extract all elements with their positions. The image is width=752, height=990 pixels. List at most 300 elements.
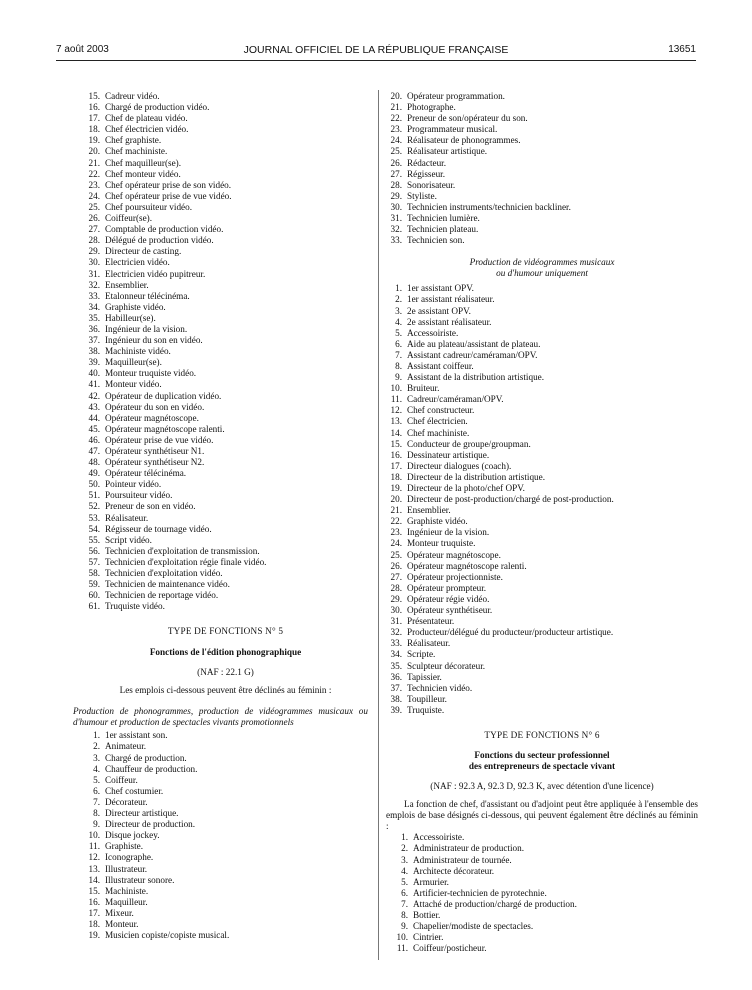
list-item bbox=[83, 535, 368, 546]
item-number: 34. bbox=[390, 649, 402, 660]
list-item bbox=[392, 899, 698, 910]
item-number: 30. bbox=[390, 201, 402, 212]
item-number: 56. bbox=[88, 545, 100, 556]
list-item bbox=[386, 158, 698, 169]
list-item bbox=[386, 649, 698, 660]
list-item bbox=[83, 513, 368, 524]
list-item bbox=[83, 930, 368, 941]
list-item bbox=[392, 910, 698, 921]
item-text: Directeur de la photo/chef OPV. bbox=[407, 483, 525, 493]
list-item bbox=[386, 102, 698, 113]
item-text: Technicien lumière. bbox=[407, 213, 480, 224]
list-item bbox=[83, 579, 368, 590]
list-item bbox=[386, 113, 698, 124]
item-text: Opérateur prise de vue vidéo. bbox=[105, 434, 214, 445]
left-column bbox=[73, 91, 368, 941]
list-item bbox=[83, 324, 368, 335]
item-number: 8. bbox=[395, 360, 402, 371]
item-number: 21. bbox=[88, 157, 100, 168]
item-text: Coiffeur/posticheur. bbox=[413, 943, 487, 954]
list-item bbox=[386, 339, 698, 350]
item-number: 43. bbox=[88, 401, 100, 412]
item-number: 6. bbox=[93, 785, 100, 796]
item-number: 3. bbox=[93, 752, 100, 763]
item-text: Chargé de production vidéo. bbox=[105, 102, 210, 113]
item-number: 8. bbox=[401, 910, 408, 920]
list-item bbox=[83, 435, 368, 446]
item-text: Chef constructeur. bbox=[407, 405, 475, 416]
list-item bbox=[83, 146, 368, 157]
item-number: 2. bbox=[395, 294, 402, 305]
item-number: 29. bbox=[88, 246, 100, 257]
list-item bbox=[386, 135, 698, 146]
item-number: 27. bbox=[390, 571, 402, 582]
list-item bbox=[386, 616, 698, 627]
item-number: 37. bbox=[88, 335, 100, 346]
item-number: 36. bbox=[390, 671, 402, 682]
list-item bbox=[83, 490, 368, 501]
list-item bbox=[83, 391, 368, 402]
item-number: 24. bbox=[390, 135, 402, 146]
item-text: Opérateur régie vidéo. bbox=[407, 593, 490, 604]
list-item bbox=[83, 335, 368, 346]
list-item bbox=[83, 886, 368, 897]
list-item bbox=[83, 501, 368, 512]
list-item bbox=[386, 605, 698, 616]
item-text: Chapelier/modiste de spectacles. bbox=[413, 921, 534, 932]
item-text: Assistant cadreur/caméraman/OPV. bbox=[407, 349, 538, 360]
item-number: 15. bbox=[88, 91, 100, 101]
item-number: 8. bbox=[93, 808, 100, 819]
right-column bbox=[386, 91, 698, 954]
list-item bbox=[386, 394, 698, 405]
list-item bbox=[83, 224, 368, 235]
item-number: 14. bbox=[88, 874, 100, 885]
list-item bbox=[392, 866, 698, 877]
item-number: 33. bbox=[390, 235, 402, 246]
list-item bbox=[386, 428, 698, 439]
item-text: Illustrateur sonore. bbox=[105, 874, 175, 885]
item-number: 42. bbox=[88, 390, 100, 401]
videogram-subheading-line1: Production de vidéogrammes musicaux bbox=[469, 257, 615, 268]
list-item bbox=[386, 672, 698, 683]
item-number: 12. bbox=[88, 852, 100, 863]
item-text: Chef costumier. bbox=[105, 785, 164, 796]
item-text: Régisseur de tournage vidéo. bbox=[105, 523, 212, 534]
item-text: Technicien son. bbox=[407, 235, 465, 246]
item-text: Chef opérateur prise de vue vidéo. bbox=[105, 190, 232, 201]
list-item bbox=[83, 102, 368, 113]
list-item bbox=[83, 113, 368, 124]
item-text: Présentateur. bbox=[407, 616, 455, 627]
item-number: 7. bbox=[401, 898, 408, 909]
item-text: Assistant de la distribution artistique. bbox=[407, 372, 545, 383]
item-number: 23. bbox=[390, 124, 402, 135]
item-number: 45. bbox=[88, 423, 100, 434]
item-number: 4. bbox=[93, 763, 100, 774]
item-number: 23. bbox=[390, 527, 402, 538]
type5-title: TYPE DE FONCTIONS N° 5 bbox=[167, 626, 284, 637]
list-item bbox=[83, 368, 368, 379]
item-text: Preneur de son/opérateur du son. bbox=[407, 113, 528, 124]
item-text: Délégué de production vidéo. bbox=[105, 235, 214, 246]
item-number: 31. bbox=[88, 268, 100, 279]
item-text: Rédacteur. bbox=[407, 157, 447, 168]
list-item bbox=[83, 158, 368, 169]
item-number: 35. bbox=[390, 660, 402, 671]
item-number: 47. bbox=[88, 446, 100, 456]
list-item bbox=[386, 146, 698, 157]
item-number: 32. bbox=[390, 627, 402, 638]
item-text: Opérateur magnétoscope ralenti. bbox=[407, 560, 527, 571]
list-item bbox=[83, 402, 368, 413]
item-text: Technicien vidéo. bbox=[407, 682, 473, 693]
item-number: 38. bbox=[390, 693, 402, 704]
list-item bbox=[386, 439, 698, 450]
list-item bbox=[386, 91, 698, 102]
header-rule bbox=[56, 60, 696, 61]
item-text: 1er assistant réalisateur. bbox=[407, 294, 495, 305]
item-text: Opérateur de duplication vidéo. bbox=[105, 390, 222, 401]
item-number: 54. bbox=[88, 523, 100, 534]
item-number: 28. bbox=[88, 235, 100, 246]
item-text: Opérateur synthétiseur. bbox=[407, 605, 493, 616]
item-text: Conducteur de groupe/groupman. bbox=[407, 438, 531, 449]
list-item bbox=[386, 213, 698, 224]
item-number: 30. bbox=[390, 605, 402, 616]
item-number: 27. bbox=[390, 168, 402, 179]
item-number: 59. bbox=[88, 579, 100, 590]
item-text: Illustrateur. bbox=[105, 863, 148, 874]
item-text: Mixeur. bbox=[105, 907, 134, 918]
type6-intro: La fonction de chef, d'assistant ou d'adjoint peut être appliquée à l'ensemble des emplois de base désignés ci-dessous, qui peuvent également être déclinés au féminin : bbox=[386, 799, 698, 832]
type6-title: TYPE DE FONCTIONS N° 6 bbox=[484, 729, 600, 740]
list-item bbox=[386, 594, 698, 605]
list-item bbox=[386, 572, 698, 583]
item-number: 25. bbox=[88, 201, 100, 212]
item-text: 1er assistant son. bbox=[105, 730, 168, 741]
item-text: Ensemblier. bbox=[407, 505, 451, 516]
item-text: Directeur de casting. bbox=[105, 246, 182, 257]
type5-subheading: Production de phonogrammes, production de vidéogrammes musicaux ou d'humour et production de spectacles vivants promotionnels bbox=[73, 705, 368, 727]
item-number: 9. bbox=[93, 819, 100, 830]
item-number: 35. bbox=[88, 312, 100, 323]
item-number: 5. bbox=[93, 774, 100, 785]
item-number: 50. bbox=[88, 479, 100, 490]
item-text: Poursuiteur vidéo. bbox=[105, 490, 173, 501]
item-text: Coiffeur(se). bbox=[105, 213, 153, 224]
item-text: Opérateur télécinéma. bbox=[105, 468, 187, 479]
item-text: Réalisateur. bbox=[407, 638, 451, 649]
item-number: 55. bbox=[88, 534, 100, 545]
list-item bbox=[83, 819, 368, 830]
item-number: 24. bbox=[88, 190, 100, 201]
item-text: Electricien vidéo. bbox=[105, 257, 170, 268]
type6-naf: (NAF : 92.3 A, 92.3 D, 92.3 K, avec détention d'une licence) bbox=[430, 781, 654, 792]
item-text: Chef opérateur prise de son vidéo. bbox=[105, 179, 232, 190]
item-number: 32. bbox=[390, 224, 402, 235]
item-number: 1. bbox=[93, 730, 100, 741]
list-item bbox=[392, 832, 698, 843]
item-text: Chef électricien. bbox=[407, 416, 468, 427]
item-text: Artificier-technicien de pyrotechnie. bbox=[413, 887, 547, 898]
item-number: 33. bbox=[390, 638, 402, 649]
item-number: 31. bbox=[390, 213, 402, 224]
list-item bbox=[392, 943, 698, 954]
item-text: Monteur truquiste vidéo. bbox=[105, 368, 197, 379]
item-text: Opérateur prompteur. bbox=[407, 582, 487, 593]
item-number: 25. bbox=[390, 549, 402, 560]
job-list-videogram bbox=[386, 283, 698, 716]
list-item bbox=[386, 627, 698, 638]
list-item bbox=[386, 294, 698, 305]
list-item bbox=[83, 730, 368, 741]
list-item bbox=[386, 705, 698, 716]
item-text: Réalisateur. bbox=[105, 512, 149, 523]
item-number: 38. bbox=[88, 346, 100, 357]
item-text: Scripte. bbox=[407, 649, 436, 660]
list-item bbox=[386, 328, 698, 339]
list-item bbox=[386, 169, 698, 180]
item-text: Technicien instruments/technicien backliner. bbox=[407, 201, 571, 212]
item-number: 1. bbox=[395, 283, 402, 294]
item-number: 48. bbox=[88, 457, 100, 468]
list-item bbox=[83, 457, 368, 468]
item-number: 57. bbox=[88, 556, 100, 567]
item-number: 16. bbox=[88, 896, 100, 907]
videogram-subheading-line2: ou d'humour uniquement bbox=[496, 267, 588, 278]
item-text: Armurier. bbox=[413, 876, 449, 887]
item-text: Etalonneur télécinéma. bbox=[105, 290, 190, 301]
list-item bbox=[386, 350, 698, 361]
item-number: 46. bbox=[88, 434, 100, 445]
item-number: 20. bbox=[390, 91, 402, 101]
type5-intro: Les emplois ci-dessous peuvent être déclinés au féminin : bbox=[119, 684, 332, 695]
type5-naf: (NAF : 22.1 G) bbox=[197, 666, 254, 677]
list-item bbox=[386, 383, 698, 394]
list-item bbox=[83, 180, 368, 191]
item-number: 41. bbox=[88, 379, 100, 390]
item-number: 19. bbox=[88, 930, 100, 941]
item-text: Chef électricien vidéo. bbox=[105, 124, 189, 135]
item-text: Producteur/délégué du producteur/producteur artistique. bbox=[407, 627, 614, 638]
item-number: 39. bbox=[390, 704, 402, 715]
list-item bbox=[83, 135, 368, 146]
item-number: 31. bbox=[390, 616, 402, 627]
item-text: Technicien de reportage vidéo. bbox=[105, 590, 219, 601]
item-number: 9. bbox=[401, 921, 408, 932]
item-text: 2e assistant OPV. bbox=[407, 305, 471, 316]
item-number: 61. bbox=[88, 601, 100, 612]
item-text: Comptable de production vidéo. bbox=[105, 224, 224, 235]
item-number: 52. bbox=[88, 501, 100, 512]
item-number: 23. bbox=[88, 179, 100, 190]
item-text: Musicien copiste/copiste musical. bbox=[105, 930, 230, 941]
item-number: 2. bbox=[401, 843, 408, 854]
item-text: Preneur de son en vidéo. bbox=[105, 501, 196, 512]
item-number: 25. bbox=[390, 146, 402, 157]
item-text: Monteur. bbox=[105, 918, 139, 929]
list-item bbox=[392, 932, 698, 943]
item-text: Administrateur de production. bbox=[413, 843, 524, 854]
list-item bbox=[83, 291, 368, 302]
videogram-subheading bbox=[386, 257, 698, 278]
item-text: Décorateur. bbox=[105, 796, 148, 807]
item-text: Iconographe. bbox=[105, 852, 154, 863]
item-text: Ingénieur de la vision. bbox=[105, 323, 188, 334]
item-text: 1er assistant OPV. bbox=[407, 283, 474, 294]
header-page-number: 13651 bbox=[668, 44, 696, 55]
list-item bbox=[386, 306, 698, 317]
item-number: 12. bbox=[390, 405, 402, 416]
item-text: Chauffeur de production. bbox=[105, 763, 198, 774]
list-item bbox=[83, 280, 368, 291]
list-item bbox=[392, 888, 698, 899]
item-text: Machiniste. bbox=[105, 885, 149, 896]
list-item bbox=[83, 246, 368, 257]
item-text: Truquiste. bbox=[407, 704, 445, 715]
item-number: 22. bbox=[88, 168, 100, 179]
list-item bbox=[83, 590, 368, 601]
item-number: 26. bbox=[88, 213, 100, 224]
item-number: 28. bbox=[390, 179, 402, 190]
item-text: Chef graphiste. bbox=[105, 135, 162, 146]
list-item bbox=[83, 546, 368, 557]
list-item bbox=[83, 191, 368, 202]
page-header bbox=[56, 44, 696, 58]
item-text: Pointeur vidéo. bbox=[105, 479, 162, 490]
item-text: Chef machiniste. bbox=[407, 427, 470, 438]
list-item bbox=[83, 775, 368, 786]
item-text: Opérateur magnétoscope. bbox=[407, 549, 501, 560]
list-item bbox=[83, 413, 368, 424]
item-number: 2. bbox=[93, 741, 100, 752]
item-number: 18. bbox=[390, 471, 402, 482]
item-text: Réalisateur artistique. bbox=[407, 146, 488, 157]
item-number: 16. bbox=[88, 102, 100, 113]
item-number: 29. bbox=[390, 593, 402, 604]
item-number: 58. bbox=[88, 568, 100, 579]
list-item bbox=[386, 317, 698, 328]
list-item bbox=[83, 875, 368, 886]
item-number: 4. bbox=[401, 865, 408, 876]
item-number: 18. bbox=[88, 918, 100, 929]
item-text: Opérateur synthétiseur N2. bbox=[105, 457, 205, 468]
list-item bbox=[83, 797, 368, 808]
list-item bbox=[83, 124, 368, 135]
item-number: 3. bbox=[401, 854, 408, 865]
item-text: Attaché de production/chargé de production. bbox=[413, 898, 577, 909]
job-list-type4-continued bbox=[83, 91, 368, 612]
item-text: Opérateur projectionniste. bbox=[407, 571, 503, 582]
item-text: Régisseur. bbox=[407, 168, 446, 179]
item-number: 32. bbox=[88, 279, 100, 290]
list-item bbox=[386, 191, 698, 202]
list-item bbox=[83, 753, 368, 764]
list-item bbox=[83, 601, 368, 612]
list-item bbox=[83, 908, 368, 919]
list-item bbox=[386, 180, 698, 191]
item-number: 26. bbox=[390, 157, 402, 168]
item-number: 60. bbox=[88, 590, 100, 601]
list-item bbox=[386, 372, 698, 383]
item-number: 10. bbox=[396, 932, 408, 943]
list-item bbox=[83, 213, 368, 224]
item-text: Directeur artistique. bbox=[105, 808, 179, 819]
item-text: Graphiste. bbox=[105, 841, 144, 852]
list-item bbox=[83, 741, 368, 752]
list-item bbox=[83, 257, 368, 268]
item-text: Administrateur de tournée. bbox=[413, 854, 512, 865]
list-item bbox=[386, 483, 698, 494]
item-number: 10. bbox=[390, 383, 402, 394]
list-item bbox=[83, 786, 368, 797]
item-number: 1. bbox=[401, 832, 408, 843]
item-text: Graphiste vidéo. bbox=[407, 516, 468, 527]
list-item bbox=[386, 494, 698, 505]
list-item bbox=[83, 841, 368, 852]
item-text: Directeur dialogues (coach). bbox=[407, 460, 512, 471]
list-item bbox=[386, 538, 698, 549]
item-text: Réalisateur de phonogrammes. bbox=[407, 135, 521, 146]
item-text: Coiffeur. bbox=[105, 774, 138, 785]
item-text: Opérateur du son en vidéo. bbox=[105, 401, 205, 412]
list-item bbox=[386, 416, 698, 427]
list-item bbox=[386, 224, 698, 235]
item-text: Technicien d'exploitation vidéo. bbox=[105, 568, 223, 579]
item-text: Programmateur musical. bbox=[407, 124, 498, 135]
list-item bbox=[83, 864, 368, 875]
item-text: Bruiteur. bbox=[407, 383, 440, 394]
item-text: Aide au plateau/assistant de plateau. bbox=[407, 338, 541, 349]
item-text: Habilleur(se). bbox=[105, 312, 156, 323]
job-list-type6 bbox=[392, 832, 698, 954]
list-item bbox=[83, 302, 368, 313]
job-list-type5 bbox=[83, 730, 368, 941]
item-number: 11. bbox=[396, 943, 408, 954]
list-item bbox=[386, 638, 698, 649]
item-text: Graphiste vidéo. bbox=[105, 301, 166, 312]
list-item bbox=[83, 808, 368, 819]
item-number: 33. bbox=[88, 290, 100, 301]
item-text: Opérateur synthétiseur N1. bbox=[105, 446, 205, 456]
list-item bbox=[386, 472, 698, 483]
item-number: 15. bbox=[88, 885, 100, 896]
item-number: 39. bbox=[88, 357, 100, 368]
item-text: Maquilleur. bbox=[105, 896, 148, 907]
list-item bbox=[392, 855, 698, 866]
list-item bbox=[392, 843, 698, 854]
list-item bbox=[386, 661, 698, 672]
list-item bbox=[83, 468, 368, 479]
list-item bbox=[392, 877, 698, 888]
item-number: 22. bbox=[390, 516, 402, 527]
list-item bbox=[83, 379, 368, 390]
item-number: 6. bbox=[401, 887, 408, 898]
item-number: 19. bbox=[390, 483, 402, 493]
item-text: Monteur truquiste. bbox=[407, 538, 476, 549]
list-item bbox=[386, 202, 698, 213]
list-item bbox=[386, 450, 698, 461]
list-item bbox=[386, 583, 698, 594]
item-text: Technicien de maintenance vidéo. bbox=[105, 579, 230, 590]
item-text: Monteur vidéo. bbox=[105, 379, 162, 390]
type6-name-line2: des entrepreneurs de spectacle vivant bbox=[468, 761, 616, 772]
list-item bbox=[392, 921, 698, 932]
list-item bbox=[386, 683, 698, 694]
item-text: Toupilleur. bbox=[407, 693, 447, 704]
list-item bbox=[83, 424, 368, 435]
